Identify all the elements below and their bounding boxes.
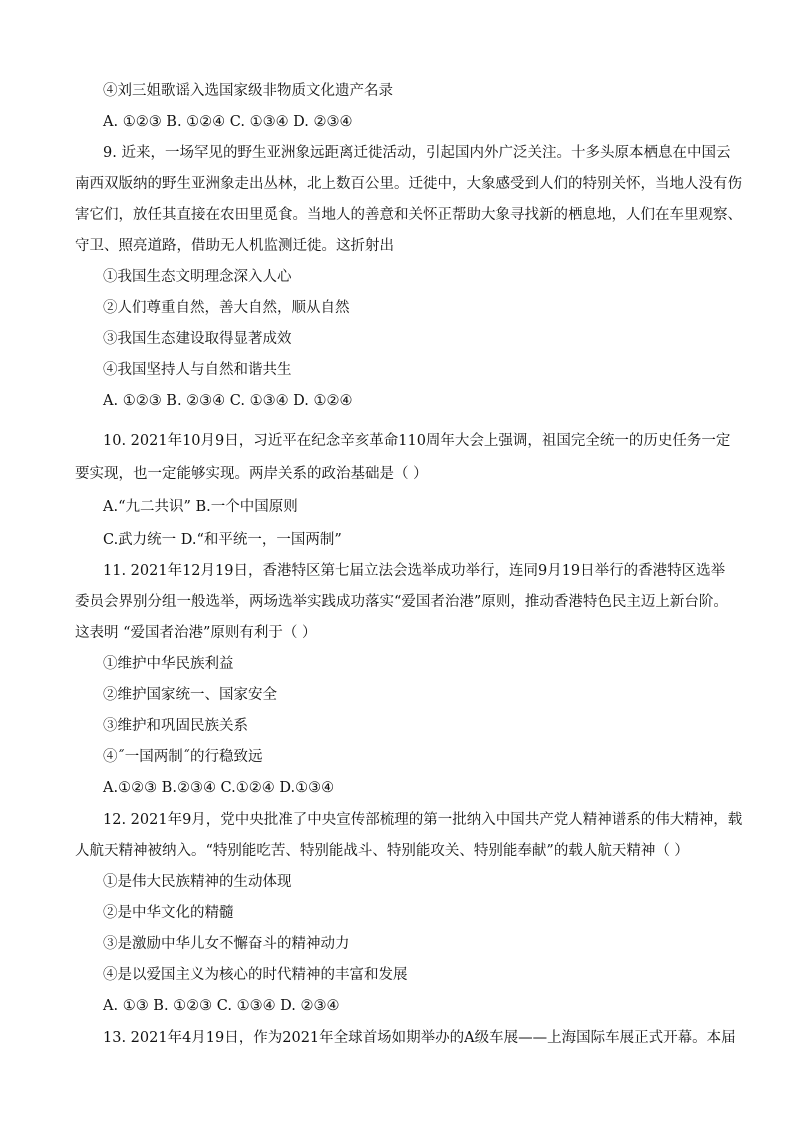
option-line: ④是以爱国主义为核心的时代精神的丰富和发展: [103, 967, 408, 983]
option-line: ④˝一国两制˝的行稳致远: [103, 749, 263, 765]
option-line: ②人们尊重自然，善大自然，顺从自然: [103, 300, 350, 316]
question-11-text: 这表明 “爱国者治港”原则有利于（ ）: [75, 625, 317, 641]
answer-choices: A.①②③ B.②③④ C.①②④ D.①③④: [103, 780, 335, 796]
question-9-text: 南西双版纳的野生亚洲象走出丛林，北上数百公里。迁徙中，大象感受到人们的特别关怀，当地人没有伤: [75, 176, 742, 192]
option-line: ①是伟大民族精神的生动体现: [103, 874, 292, 890]
question-11-text: 委员会界别分组一般选举，两场选举实践成功落实“爱国者治港”原则，推动香港特色民主迈上新台阶。: [75, 594, 728, 610]
option-line: ①维护中华民族利益: [103, 656, 234, 672]
option-line: ③是激励中华儿女不懈奋斗的精神动力: [103, 936, 350, 952]
question-12-text: 人航天精神被纳入。“特别能吃苦、特别能战斗、特别能攻关、特别能奉献”的载人航天精神（ ）: [75, 843, 689, 859]
question-13-text: 13. 2021年4月19日，作为2021年全球首场如期举办的A级车展——上海国际车展正式开幕。本届: [103, 1030, 736, 1046]
question-9-text: 害它们，放任其直接在农田里觅食。当地人的善意和关怀正帮助大象寻找新的栖息地，人们在车里观察、: [75, 207, 742, 223]
question-11-text: 11. 2021年12月19日，香港特区第七届立法会选举成功举行，连同9月19日举行的香港特区选举: [103, 563, 726, 579]
question-10-text: 要实现，也一定能够实现。两岸关系的政治基础是（ ）: [75, 466, 428, 482]
question-10-text: 10. 2021年10月9日，习近平在纪念辛亥革命110周年大会上强调，祖国完全统一的历史任务一定: [103, 433, 731, 449]
answer-choices: A.“九二共识” B.一个中国原则: [103, 499, 298, 515]
answer-choices: C.武力统一 D.“和平统一，一国两制”: [103, 532, 342, 548]
question-9-text: 9. 近来，一场罕见的野生亚洲象远距离迁徙活动，引起国内外广泛关注。十多头原本栖息在中国云: [103, 145, 731, 161]
option-line: ④刘三姐歌谣入选国家级非物质文化遗产名录: [103, 83, 393, 99]
option-line: ①我国生态文明理念深入人心: [103, 269, 292, 285]
option-line: ④我国坚持人与自然和谐共生: [103, 362, 292, 378]
question-12-text: 12. 2021年9月，党中央批准了中央宣传部梳理的第一批纳入中国共产党人精神谱系的伟大精神，载: [103, 812, 743, 828]
option-line: ②维护国家统一、国家安全: [103, 687, 277, 703]
answer-choices: A. ①②③ B. ②③④ C. ①③④ D. ①②④: [103, 393, 353, 409]
option-line: ③维护和巩固民族关系: [103, 718, 248, 734]
option-line: ②是中华文化的精髓: [103, 905, 234, 921]
answer-choices: A. ①③ B. ①②③ C. ①③④ D. ②③④: [103, 998, 340, 1014]
question-9-text: 守卫、照亮道路，借助无人机监测迁徙。这折射出: [75, 238, 394, 254]
option-line: ③我国生态建设取得显著成效: [103, 331, 292, 347]
answer-choices: A. ①②③ B. ①②④ C. ①③④ D. ②③④: [103, 114, 353, 130]
